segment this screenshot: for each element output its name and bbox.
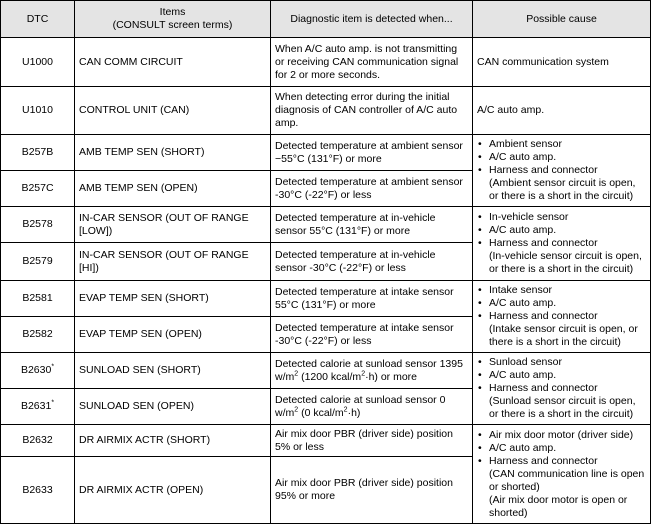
cause-bullet: • A/C auto amp. (477, 224, 646, 237)
dtc-code: B2582 (1, 317, 75, 353)
header-dtc: DTC (1, 1, 75, 38)
possible-cause: CAN communication system (473, 38, 651, 87)
detected-condition: Detected temperature at intake sensor 55°C (131°F) or more (271, 281, 473, 317)
dtc-code: B257B (1, 135, 75, 171)
detected-text: ·h) or more (365, 370, 418, 383)
header-items-line1: Items (159, 6, 186, 18)
dtc-code: U1000 (1, 38, 75, 87)
table-row (1, 135, 651, 171)
dtc-code-text: B2630 (20, 364, 52, 376)
cause-bullet: • Ambient sensor (477, 138, 646, 151)
table-row (1, 207, 651, 243)
item-term: IN-CAR SENSOR (OUT OF RANGE [HI]) (75, 243, 271, 281)
item-term: CONTROL UNIT (CAN) (75, 87, 271, 135)
header-items (75, 1, 271, 38)
superscript: 2 (361, 370, 366, 377)
detected-text: Detected calorie at sunload sensor 0 w/m (275, 393, 446, 419)
cause-note: (Intake sensor circuit is open, or there is a short in the circuit) (489, 323, 638, 348)
detected-condition: Detected temperature at in-vehicle sensor 55°C (131°F) or more (271, 207, 473, 243)
dtc-code: B2633 (1, 457, 75, 524)
header-items-line2: (CONSULT screen terms) (112, 19, 233, 31)
cause-bullet: • A/C auto amp. (477, 151, 646, 164)
detected-condition: Detected temperature at in-vehicle sensor -30°C (-22°F) or less (271, 243, 473, 281)
header-detected: Diagnostic item is detected when... (271, 1, 473, 38)
cause-bullet: • Harness and connector (477, 455, 646, 468)
possible-cause-list (473, 281, 651, 353)
item-term: IN-CAR SENSOR (OUT OF RANGE [LOW]) (75, 207, 271, 243)
item-term: EVAP TEMP SEN (SHORT) (75, 281, 271, 317)
detected-condition: Air mix door PBR (driver side) position 5% or less (271, 425, 473, 457)
dtc-code: B2632 (1, 425, 75, 457)
cause-bullet: • A/C auto amp. (477, 442, 646, 455)
detected-condition: Detected temperature at ambient sensor −55°C (131°F) or more (271, 135, 473, 171)
possible-cause-list (473, 207, 651, 281)
item-term: SUNLOAD SEN (OPEN) (75, 389, 271, 425)
header-cause: Possible cause (473, 1, 651, 38)
table-row (1, 38, 651, 87)
possible-cause-list (473, 425, 651, 524)
header-row (1, 1, 651, 38)
cause-bullet: • Intake sensor (477, 284, 646, 297)
superscript: 2 (294, 370, 299, 377)
item-term: DR AIRMIX ACTR (SHORT) (75, 425, 271, 457)
detected-text: (0 kcal/m (298, 406, 344, 419)
possible-cause: A/C auto amp. (473, 87, 651, 135)
dtc-code: B257C (1, 171, 75, 207)
item-term: DR AIRMIX ACTR (OPEN) (75, 457, 271, 524)
item-term: AMB TEMP SEN (OPEN) (75, 171, 271, 207)
cause-bullet: • Air mix door motor (driver side) (477, 429, 646, 442)
dtc-code: U1010 (1, 87, 75, 135)
cause-bullet-text: Harness and connector (489, 164, 598, 176)
cause-bullet: • Sunload sensor (477, 356, 646, 369)
cause-bullet: • Harness and connector (477, 237, 646, 250)
dtc-code: B2581 (1, 281, 75, 317)
cause-note: (Air mix door motor is open or shorted) (489, 493, 628, 519)
dtc-code (1, 353, 75, 389)
detected-text: ·h) (347, 406, 361, 419)
cause-note: (Ambient sensor circuit is open, or there is a short in the circuit) (489, 177, 636, 202)
cause-note: (Sunload sensor circuit is open, or there is a short in the circuit) (489, 395, 636, 420)
item-term: EVAP TEMP SEN (OPEN) (75, 317, 271, 353)
table-row (1, 353, 651, 389)
detected-condition: When detecting error during the initial diagnosis of CAN controller of A/C auto amp. (271, 87, 473, 135)
table-row (1, 425, 651, 457)
detected-text: (1200 kcal/m (298, 370, 362, 383)
dtc-code: B2579 (1, 243, 75, 281)
footnote-mark: * (51, 399, 55, 407)
detected-condition: Detected temperature at ambient sensor -30°C (-22°F) or less (271, 171, 473, 207)
dtc-code (1, 389, 75, 425)
cause-bullet: • Harness and connector (477, 382, 646, 395)
possible-cause-list (473, 353, 651, 425)
dtc-code-text: B2631 (20, 400, 52, 412)
superscript: 2 (343, 406, 348, 413)
detected-condition: Air mix door PBR (driver side) position 95% or more (271, 457, 473, 524)
cause-bullet: • A/C auto amp. (477, 297, 646, 310)
item-term: AMB TEMP SEN (SHORT) (75, 135, 271, 171)
table-row (1, 281, 651, 317)
detected-text: Detected calorie at sunload sensor 1395 w/m (275, 357, 463, 383)
cause-bullet: • In-vehicle sensor (477, 211, 646, 224)
cause-note: (In-vehicle sensor circuit is open, or there is a short in the circuit) (489, 250, 642, 275)
cause-bullet (477, 164, 646, 177)
detected-condition (271, 353, 473, 389)
detected-condition (271, 389, 473, 425)
cause-bullet: • Harness and connector (477, 310, 646, 323)
cause-bullet: • A/C auto amp. (477, 369, 646, 382)
cause-note: (CAN communication line is open or shorted) (489, 467, 645, 493)
possible-cause-list (473, 135, 651, 207)
item-term: CAN COMM CIRCUIT (75, 38, 271, 87)
detected-condition: When A/C auto amp. is not transmitting or receiving CAN communication signal for 2 or more seconds. (271, 38, 473, 87)
dtc-code: B2578 (1, 207, 75, 243)
table-row (1, 87, 651, 135)
footnote-mark: * (51, 363, 55, 371)
item-term: SUNLOAD SEN (SHORT) (75, 353, 271, 389)
superscript: 2 (294, 406, 299, 413)
detected-condition: Detected temperature at intake sensor -30°C (-22°F) or less (271, 317, 473, 353)
